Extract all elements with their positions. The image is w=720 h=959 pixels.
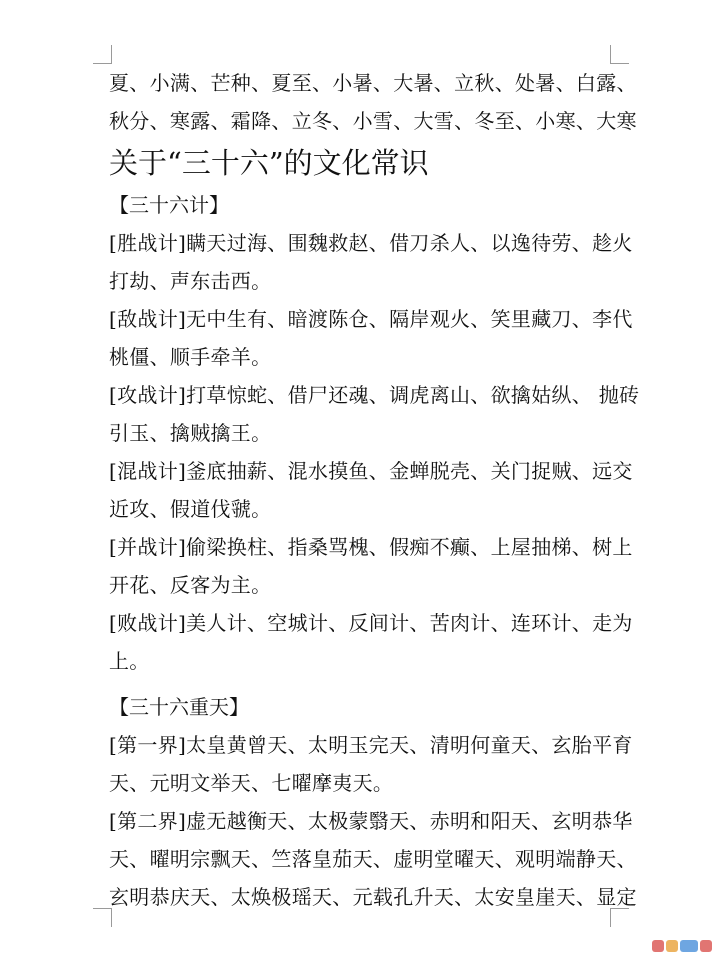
stratagem-line: 近攻、假道伐虢。	[109, 497, 272, 521]
subsection-title-36-heavens: 【三十六重天】	[109, 695, 249, 719]
stratagem-line: [并战计]偷梁换柱、指桑骂槐、假痴不癫、上屋抽梯、树上	[109, 535, 633, 559]
subsection-title-36-stratagems: 【三十六计】	[109, 193, 229, 217]
stratagem-line: 打劫、声东击西。	[109, 269, 272, 293]
stratagem-line: 引玉、擒贼擒王。	[109, 421, 272, 445]
stratagem-line: 桃僵、顺手牵羊。	[109, 345, 272, 369]
stratagem-line: 上。	[109, 649, 150, 673]
heaven-line: [第一界]太皇黄曾天、太明玉完天、清明何童天、玄胎平育	[109, 733, 633, 757]
stratagem-line: 开花、反客为主。	[109, 573, 272, 597]
heaven-line: 天、元明文举天、七曜摩夷天。	[109, 771, 394, 795]
stratagem-line: [败战计]美人计、空城计、反间计、苦肉计、连环计、走为	[109, 611, 633, 635]
heaven-line: [第二界]虚无越衡天、太极蒙翳天、赤明和阳天、玄明恭华	[109, 809, 633, 833]
heaven-line: 天、曜明宗飘天、竺落皇茄天、虚明堂曜天、观明端静天、	[109, 847, 637, 871]
stratagem-line: [胜战计]瞒天过海、围魏救赵、借刀杀人、以逸待劳、趁火	[109, 231, 633, 255]
document-body	[109, 64, 640, 916]
stratagem-line: [敌战计]无中生有、暗渡陈仓、隔岸观火、笑里藏刀、李代	[109, 307, 633, 331]
intro-line: 夏、小满、芒种、夏至、小暑、大暑、立秋、处暑、白露、	[109, 71, 637, 95]
section-heading: 关于“三十六”的文化常识	[109, 146, 429, 180]
crop-mark-top-right	[610, 45, 629, 64]
site-logo-watermark	[652, 937, 714, 955]
heaven-line: 玄明恭庆天、太焕极瑶天、元载孔升天、太安皇崖天、显定	[109, 885, 637, 909]
intro-line: 秋分、寒露、霜降、立冬、小雪、大雪、冬至、小寒、大寒	[109, 109, 637, 133]
stratagem-line: [攻战计]打草惊蛇、借尸还魂、调虎离山、欲擒姑纵、 抛砖	[109, 383, 640, 407]
crop-mark-top-left	[93, 45, 112, 64]
stratagem-line: [混战计]釜底抽薪、混水摸鱼、金蝉脱壳、关门捉贼、远交	[109, 459, 633, 483]
